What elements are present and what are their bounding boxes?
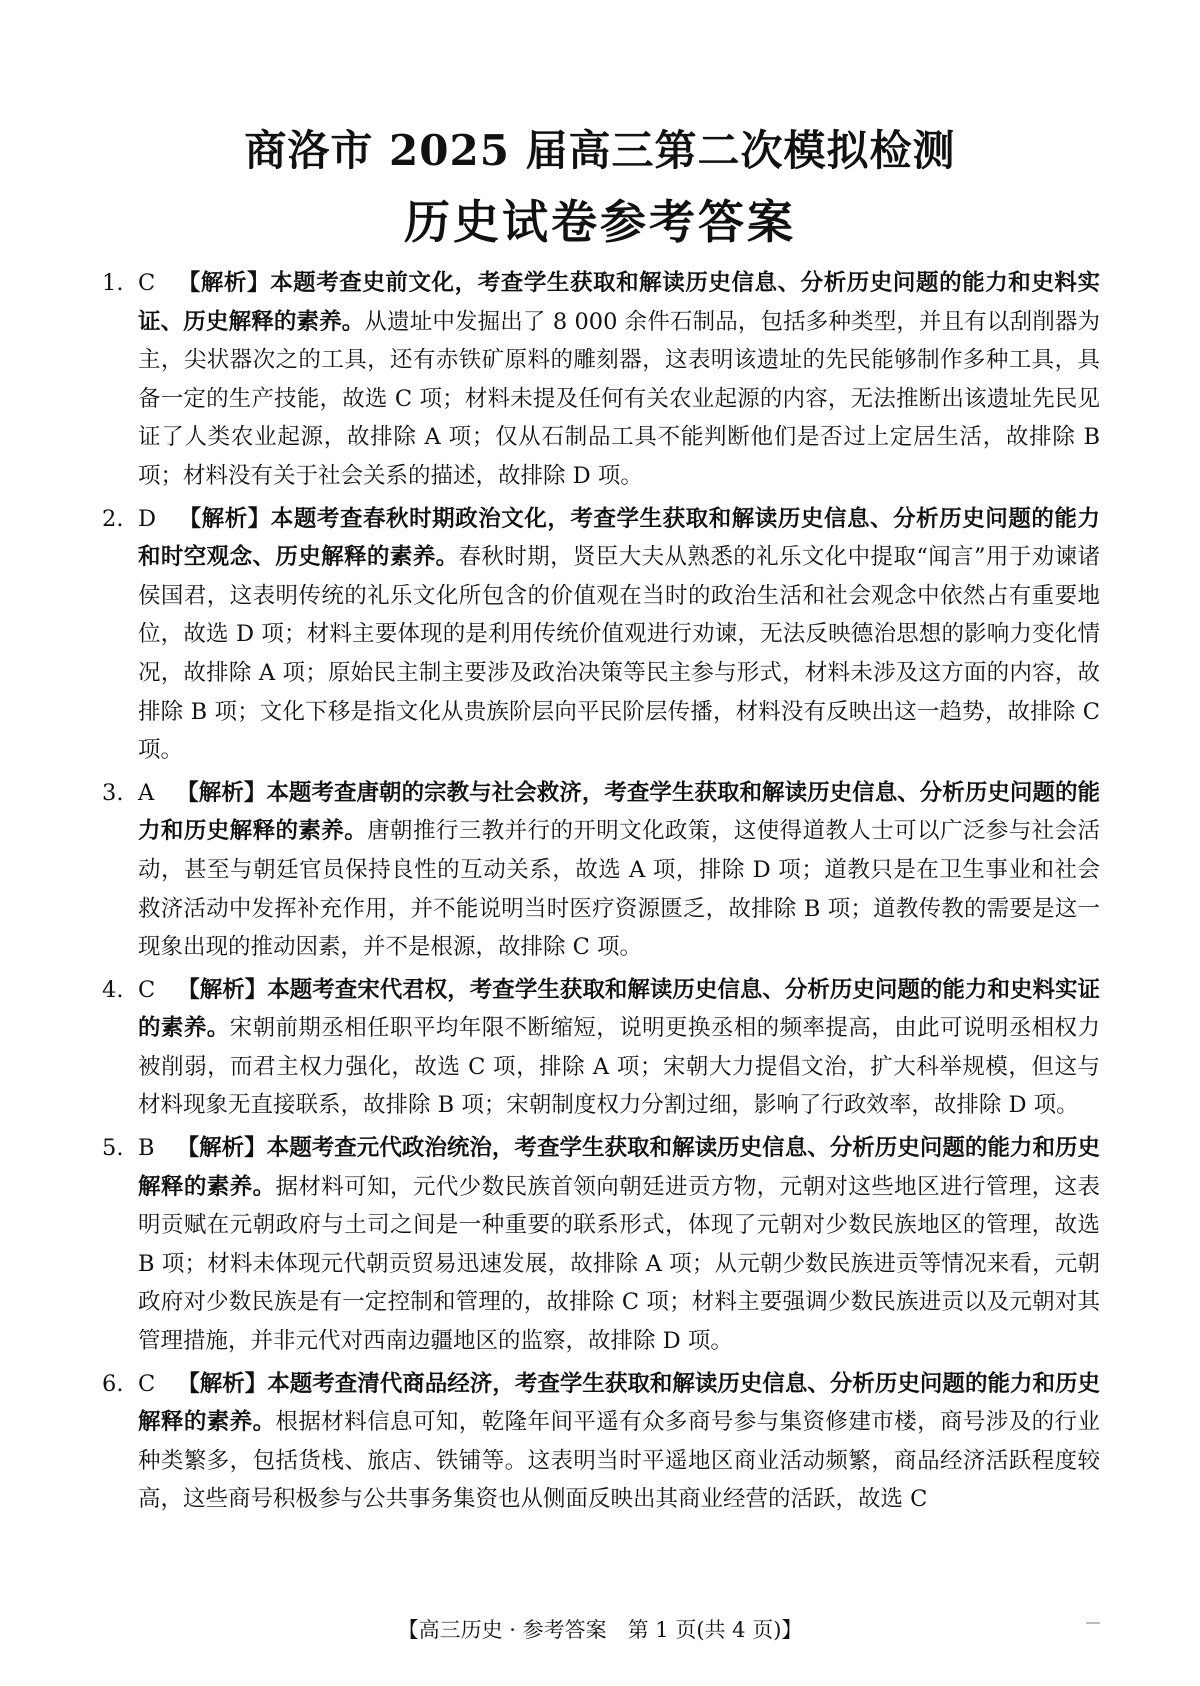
answer-item-4 [102,971,1100,1125]
analysis-body: 宋朝前期丞相任职平均年限不断缩短，说明更换丞相的频率提高，由此可说明丞相权力被削弱，而君主权力强化，故选 C 项，排除 A 项；宋朝大力提倡文治，扩大科举规模，但这与材料现象无直接联系，故排除 B 项；宋朝制度权力分割过细，影响了行政效率，故排除 D 项。 [138,1015,1100,1119]
item-number: 5. [102,1135,124,1162]
item-answer: C [138,1370,156,1397]
item-number: 3. [102,779,124,806]
analysis-lead: 本题考查史前文化，考查学生获取和解读历史信息、分析历史问题的能力和史料实证、历史解释的素养。 [138,270,1100,335]
analysis-tag: 【解析】 [176,1135,267,1162]
item-number: 6. [102,1370,124,1397]
answer-item-3 [102,774,1100,967]
item-number: 2. [102,505,124,532]
item-answer: C [138,270,156,296]
analysis-body: 据材料可知，元代少数民族首领向朝廷进贡方物，元朝对这些地区进行管理，这表明贡赋在元朝政府与土司之间是一种重要的联系形式，体现了元朝对少数民族地区的管理，故选 B 项；材料未体现元代朝贡贸易迅速发展，故排除 A 项；从元朝少数民族进贡等情况来看，元朝政府对少数民族是有一定控制和管理的，故排除 C 项；材料主要强调少数民族进贡以及元朝对其管理措施，并非元代对西南边疆地区的监察，故排除 D 项。 [138,1173,1100,1355]
item-answer: D [138,505,157,532]
answer-item-5 [102,1129,1100,1361]
item-answer: C [138,976,156,1003]
analysis-tag: 【解析】 [176,779,267,806]
exam-title: 商洛市 2025 届高三第二次模拟检测 [244,126,956,175]
page-footer: 【高三历史 · 参考答案 第 1 页(共 4 页)】 [397,1618,803,1642]
analysis-lead: 本题考查清代商品经济，考查学生获取和解读历史信息、分析历史问题的能力和历史解释的素养。 [138,1370,1100,1436]
analysis-lead: 本题考查唐朝的宗教与社会救济，考查学生获取和解读历史信息、分析历史问题的能力和历史解释的素养。 [138,779,1100,845]
analysis-lead: 本题考查春秋时期政治文化，考查学生获取和解读历史信息、分析历史问题的能力和时空观念、历史解释的素养。 [138,505,1100,571]
answer-item-1 [102,264,1100,496]
analysis-body: 根据材料信息可知，乾隆年间平遥有众多商号参与集资修建市楼，商号涉及的行业种类繁多，包括货栈、旅店、铁铺等。这表明当时平遥地区商业活动频繁，商品经济活跃程度较高，这些商号积极参与公共事务集资也从侧面反映出其商业经营的活跃，故选 C [138,1409,1100,1513]
analysis-tag: 【解析】 [178,505,271,532]
analysis-tag: 【解析】 [177,1370,268,1397]
answer-item-6 [102,1365,1100,1519]
analysis-lead: 本题考查元代政治统治，考查学生获取和解读历史信息、分析历史问题的能力和历史解释的素养。 [138,1135,1100,1200]
analysis-lead: 本题考查宋代君权，考查学生获取和解读历史信息、分析历史问题的能力和史料实证的素养。 [138,976,1100,1042]
analysis-tag: 【解析】 [177,976,268,1003]
item-number: 1. [102,270,124,296]
analysis-body: 从遗址中发掘出了 8 000 余件石制品，包括多种类型，并且有以刮削器为主，尖状器次之的工具，还有赤铁矿原料的雕刻器，这表明该遗址的先民能够制作多种工具，具备一定的生产技能，故选 C 项；材料未提及任何有关农业起源的内容，无法推断出该遗址先民见证了人类农业起源，故排除 A 项；仅从石制品工具不能判断他们是否过上定居生活，故排除 B 项；材料没有关于社会关系的描述，故排除 D 项。 [138,308,1100,489]
item-answer: A [138,779,155,806]
item-number: 4. [102,976,124,1003]
answer-key-subtitle: 历史试卷参考答案 [404,195,796,249]
analysis-body: 唐朝推行三教并行的开明文化政策，这使得道教人士可以广泛参与社会活动，甚至与朝廷官员保持良性的互动关系，故选 A 项，排除 D 项；道教只是在卫生事业和社会救济活动中发挥补充作用，并不能说明当时医疗资源匮乏，故排除 B 项；道教传教的需要是这一现象出现的推动因素，并不是根源，故排除 C 项。 [138,818,1100,961]
answer-item-2 [102,500,1100,770]
answer-list [102,264,1100,1523]
item-answer: B [138,1135,155,1162]
analysis-body: 春秋时期，贤臣大夫从熟悉的礼乐文化中提取“闻言”用于劝谏诸侯国君，这表明传统的礼乐文化所包含的价值观在当时的政治生活和社会观念中依然占有重要地位，故选 D 项；材料主要体现的是利用传统价值观进行劝谏，无法反映德治思想的影响力变化情况，故排除 A 项；原始民主制主要涉及政治决策等民主参与形式，材料未涉及这方面的内容，故排除 B 项；文化下移是指文化从贵族阶层向平民阶层传播，材料没有反映出这一趋势，故排除 C 项。 [138,544,1100,764]
analysis-tag: 【解析】 [177,270,271,296]
corner-mark [1086,1622,1100,1624]
